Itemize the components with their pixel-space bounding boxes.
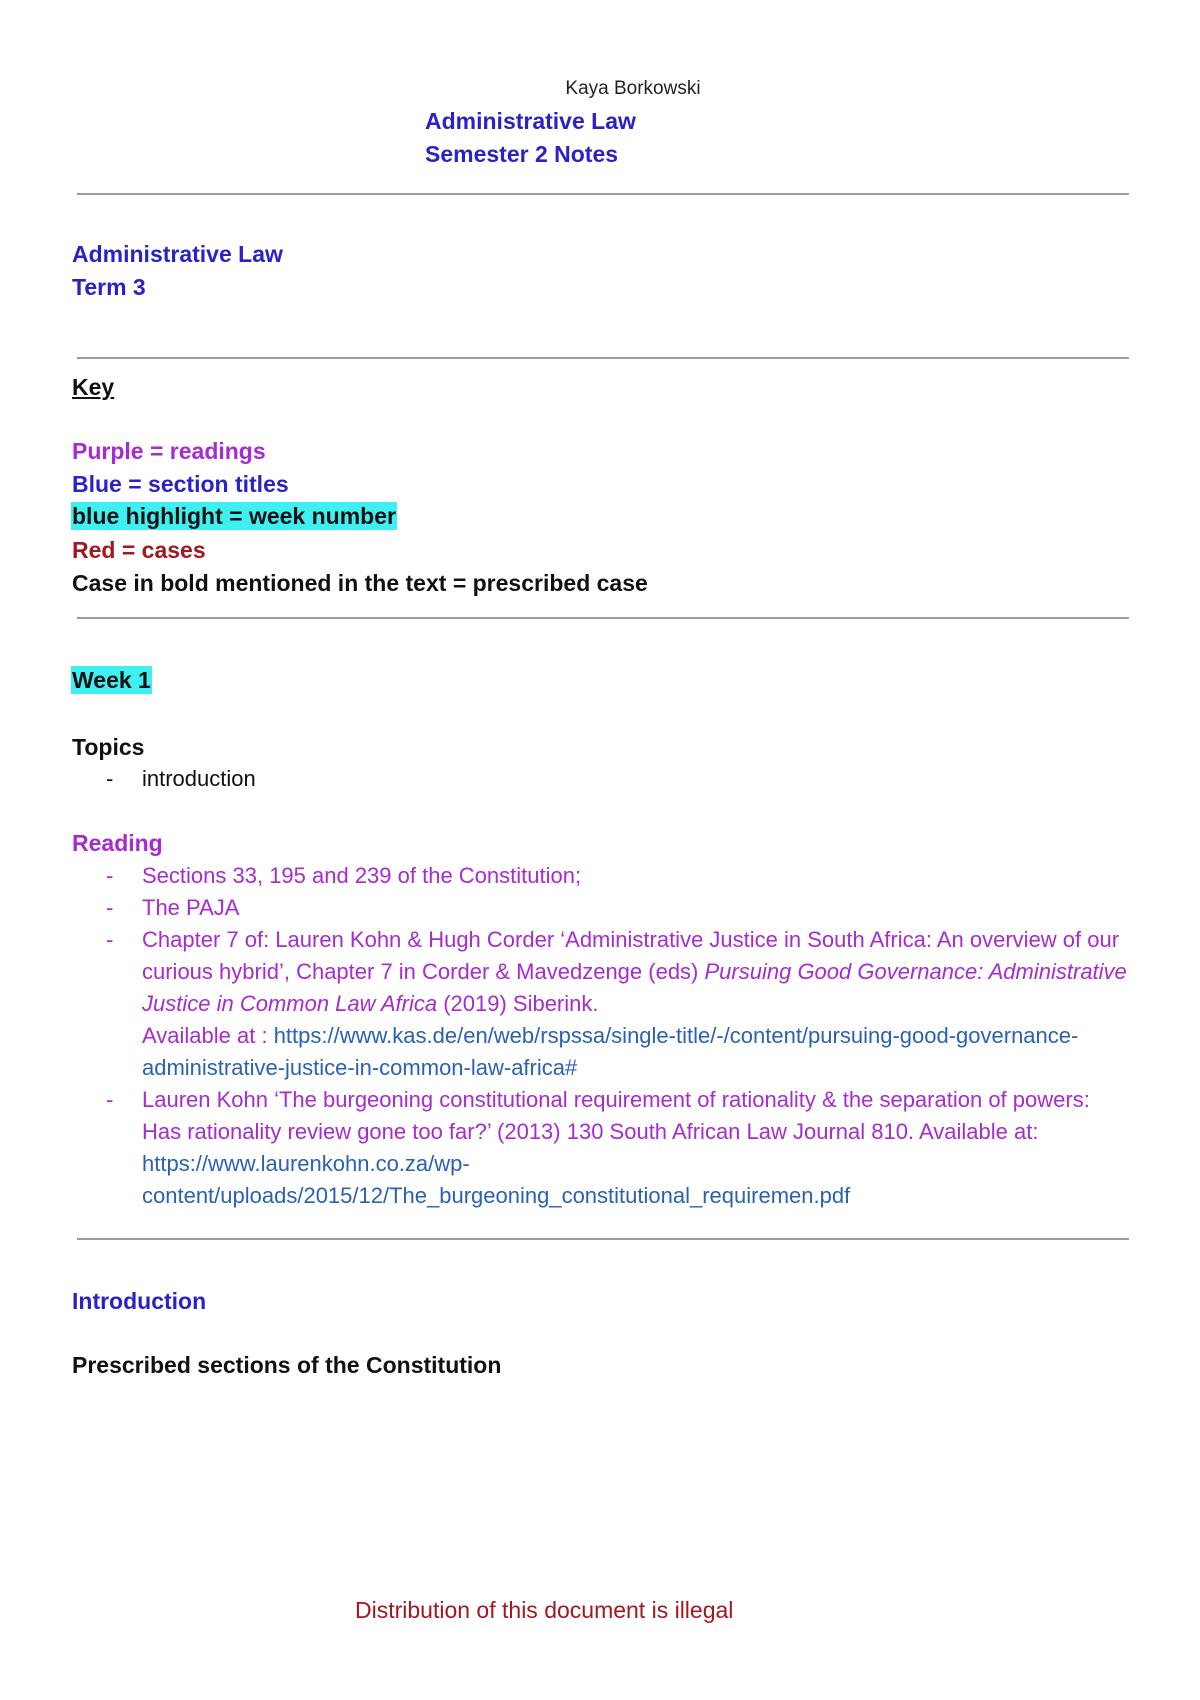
key-purple: Purple = readings: [72, 438, 266, 464]
course-name: Administrative Law: [72, 241, 283, 267]
reading-text: (2019) Siberink.: [437, 991, 599, 1016]
reading-link[interactable]: https://www.laurenkohn.co.za/wp-content/uploads/2015/12/The_burgeoning_constitutional_requiremen.pdf: [142, 1151, 851, 1208]
divider: [77, 357, 1129, 359]
dash-bullet: -: [106, 766, 114, 791]
week-label: [71, 667, 152, 694]
dash-bullet: -: [106, 863, 114, 888]
course-term: Term 3: [72, 274, 146, 300]
footer-notice: Distribution of this document is illegal: [355, 1597, 734, 1623]
key-red: Red = cases: [72, 537, 206, 563]
reading-text: Sections 33, 195 and 239 of the Constitution;: [142, 863, 582, 888]
reading-available-label: Available at :: [142, 1023, 274, 1048]
section-title-introduction: Introduction: [72, 1288, 207, 1314]
reading-title: Reading: [72, 830, 163, 856]
list-item: [100, 892, 1130, 924]
topics-title: Topics: [72, 734, 145, 760]
divider: [77, 617, 1129, 619]
key-highlight: [71, 503, 397, 530]
reading-text: Chapter 7 of: Lauren Kohn & Hugh Corder ‘Administrative Justice in South Africa: An overview of our curious hybrid’, Chapter 7 in Corder & Mavedzenge (eds): [142, 927, 1120, 984]
list-item: [100, 1084, 1130, 1212]
topic-text: introduction: [142, 766, 256, 791]
document-subtitle: Semester 2 Notes: [425, 141, 619, 167]
section-subtitle: Prescribed sections of the Constitution: [72, 1352, 502, 1378]
list-item: [100, 763, 1130, 795]
dash-bullet: -: [106, 1087, 114, 1112]
week-label-text: Week 1: [72, 667, 151, 693]
list-item: [100, 924, 1130, 1084]
divider: [77, 1238, 1129, 1240]
topics-list: [100, 763, 1130, 795]
document-title: Administrative Law: [425, 108, 636, 134]
key-title: Key: [72, 374, 115, 400]
divider: [77, 193, 1129, 195]
reading-book-title: Pursuing Good Governance: Administrative Justice in Common Law Africa: [142, 959, 1127, 1016]
dash-bullet: -: [106, 895, 114, 920]
key-bold: Case in bold mentioned in the text = prescribed case: [72, 570, 648, 596]
dash-bullet: -: [106, 927, 114, 952]
reading-list: [100, 860, 1130, 1212]
author-name: Kaya Borkowski: [565, 78, 701, 99]
list-item: [100, 860, 1130, 892]
key-blue: Blue = section titles: [72, 471, 289, 497]
reading-text: Lauren Kohn ‘The burgeoning constitutional requirement of rationality & the separation of powers: Has rationality review gone too far?’ (2013) 130 South African Law Journal 810. Available at:: [142, 1087, 1090, 1144]
key-highlight-text: blue highlight = week number: [72, 503, 396, 529]
reading-text: The PAJA: [142, 895, 240, 920]
reading-link[interactable]: https://www.kas.de/en/web/rspssa/single-title/-/content/pursuing-good-governance-administrative-justice-in-common-law-africa#: [142, 1023, 1079, 1080]
